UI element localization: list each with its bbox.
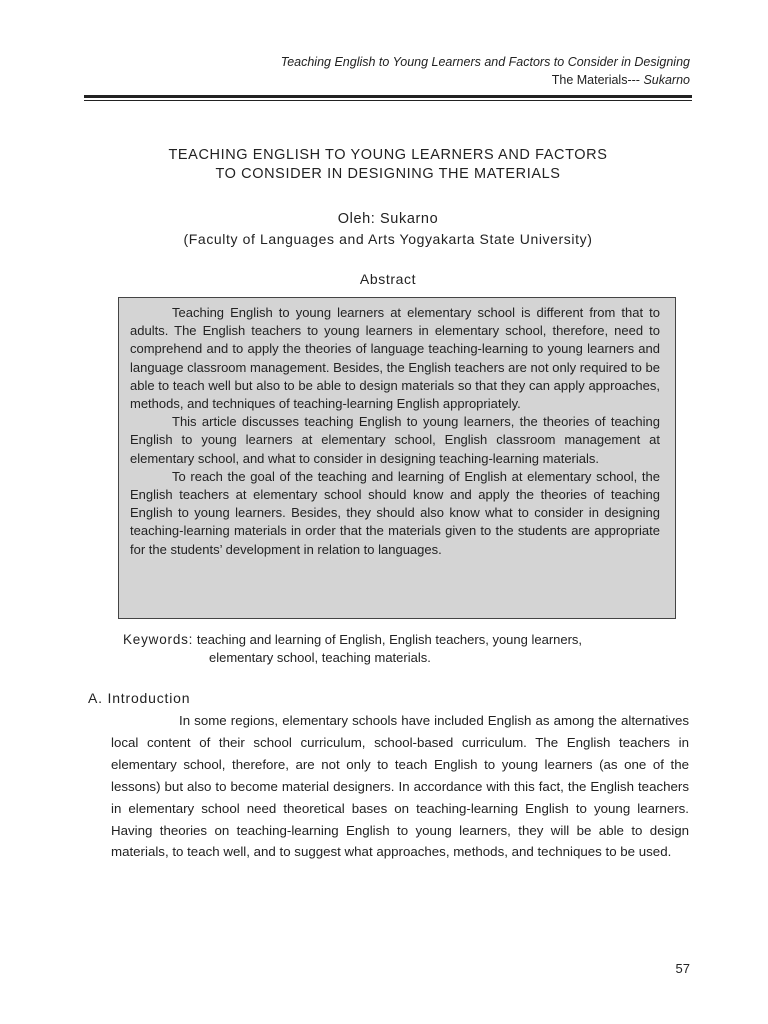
- introduction-paragraph: In some regions, elementary schools have included English as among the alternatives local content of their school curriculum, school-based curriculum. The English teachers in elementary school, therefore, are not only to teach English to young learners (as one of the lessons) but also to become material designers. In accordance with this fact, the English teachers in elementary school need theoretical bases on teaching-learning English to young learners. Having theories on teaching-learning English to young learners, they will be able to design materials, to teach well, and to suggest what approaches, methods, and techniques to be used.: [111, 713, 689, 860]
- affiliation: (Faculty of Languages and Arts Yogyakarta State University): [183, 231, 593, 247]
- running-head: [90, 53, 690, 89]
- keywords: [123, 631, 688, 667]
- abstract-heading: Abstract: [359, 271, 417, 287]
- header-rule-thick: [84, 95, 692, 98]
- paper-title-line1: TEACHING ENGLISH TO YOUNG LEARNERS AND FACTORS: [168, 147, 608, 163]
- running-head-prefix: The Materials---: [551, 73, 640, 87]
- author: Oleh: Sukarno: [337, 211, 439, 227]
- abstract-paragraph: To reach the goal of the teaching and learning of English at elementary school, the English teachers at elementary school should know and apply the theories of teaching English to young learners. Besides, they should also know what to consider in designing teaching-learning materials in order that the materials given to the students are appropriate for the students’ development in relation to languages.: [130, 468, 660, 557]
- running-head-line1: Teaching English to Young Learners and Factors to Consider in Designing: [280, 55, 690, 69]
- paper-title: [84, 146, 692, 184]
- running-head-author: Sukarno: [643, 73, 690, 87]
- abstract-box: [118, 297, 676, 619]
- running-head-line2: [90, 71, 690, 89]
- keywords-text-2: elementary school, teaching materials.: [209, 650, 431, 665]
- keywords-line1: [123, 631, 688, 649]
- keywords-text-1: teaching and learning of English, English teachers, young learners,: [196, 632, 583, 647]
- abstract-paragraph: Teaching English to young learners at elementary school is different from that to adults. The English teachers to young learners in elementary school, therefore, need to comprehend and to apply the theories of language teaching-learning to young learners and language classroom management. Besides, the English teachers are not only required to be able to teach well but also to be able to design materials so that they can apply approaches, methods, and techniques of teaching-learning English appropriately.: [130, 305, 660, 412]
- header-rule-thin: [84, 100, 692, 101]
- abstract-paragraph: This article discusses teaching English to young learners, the theories of teaching English to young learners at elementary school, English classroom management at elementary school, and what to consider in designing teaching-learning materials.: [130, 414, 660, 466]
- paper-title-line2: TO CONSIDER IN DESIGNING THE MATERIALS: [215, 166, 561, 182]
- section-heading-introduction: A. Introduction: [88, 690, 191, 706]
- keywords-label: Keywords:: [123, 632, 194, 647]
- page-number: 57: [675, 961, 690, 976]
